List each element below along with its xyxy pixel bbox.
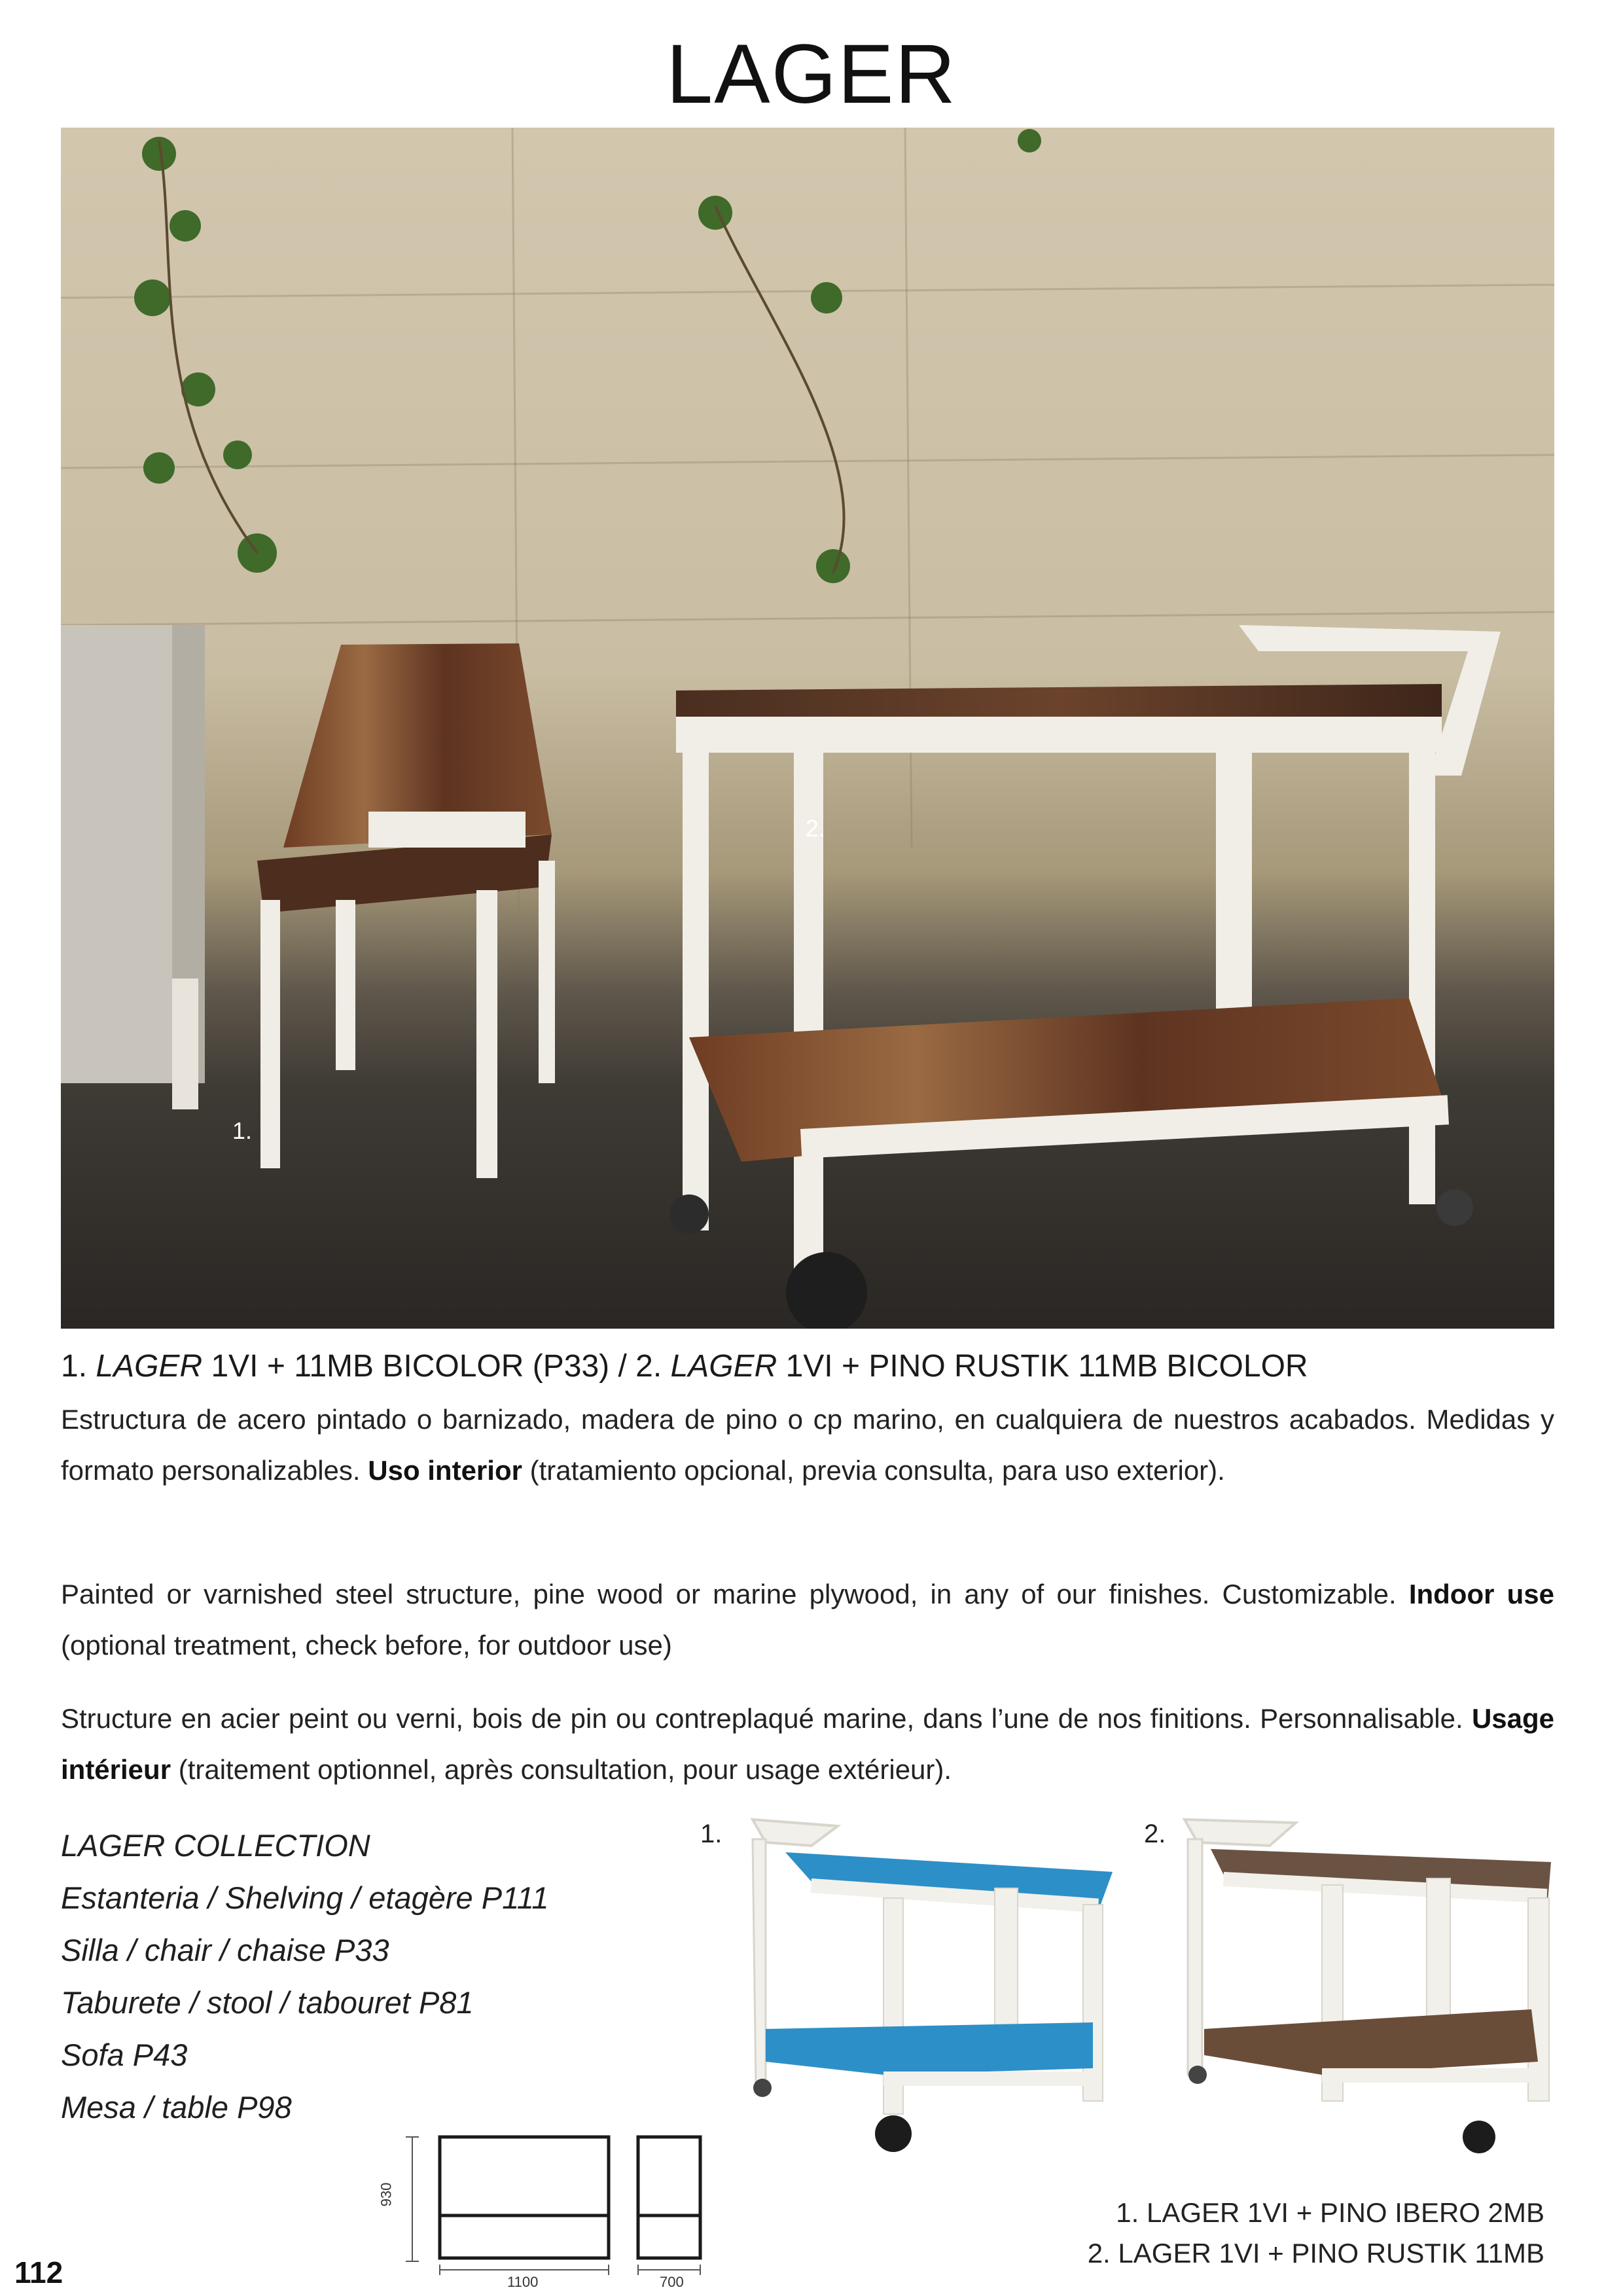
cart-wood-photo	[1171, 1813, 1554, 2153]
product-caption	[61, 1348, 1308, 1384]
dimension-depth: 700	[660, 2274, 684, 2290]
cart-blue-photo	[726, 1813, 1132, 2153]
caption-rest-2: 1VI + PINO RUSTIK 11MB BICOLOR	[777, 1349, 1308, 1384]
dimension-height: 930	[378, 2182, 395, 2207]
cart-photo-label: 2.	[806, 815, 826, 842]
collection-heading: LAGER COLLECTION	[61, 1828, 370, 1863]
model-item-2: 2. LAGER 1VI + PINO RUSTIK 11MB	[1087, 2238, 1544, 2269]
en-text: Painted or varnished steel structure, pine wood or marine plywood, in any of our finishes. Customizable.	[61, 1579, 1409, 1609]
caption-name-2: LAGER	[670, 1349, 777, 1384]
collection-item: Mesa / table P98	[61, 2090, 292, 2125]
chair-photo-label: 1.	[232, 1117, 253, 1144]
dimension-length: 1100	[507, 2274, 539, 2290]
cart-wood-illustration	[1171, 1813, 1554, 2153]
small-photo-label-2: 2.	[1144, 1820, 1166, 1848]
collection-item: Estanteria / Shelving / etagère P111	[61, 1880, 549, 1915]
collection-item: Taburete / stool / tabouret P81	[61, 1985, 474, 2020]
es-bold: Uso interior	[368, 1455, 522, 1486]
model-list	[1088, 2193, 1544, 2274]
fr-text: Structure en acier peint ou verni, bois de pin ou contreplaqué marine, dans l’une de nos finitions. Personnalisable.	[61, 1703, 1472, 1734]
caption-name-1: LAGER	[96, 1349, 203, 1384]
description-fr	[61, 1693, 1554, 1795]
hero-photo	[61, 128, 1554, 1329]
collection-list	[61, 1820, 549, 2134]
es-text: Estructura de acero pintado o barnizado, madera de pino o cp marino, en cualquiera de nuestros acabados. Medidas y formato personalizables.	[61, 1404, 1554, 1486]
collection-item: Sofa P43	[61, 2037, 188, 2072]
description-en	[61, 1569, 1554, 1671]
caption-number-1: 1.	[61, 1349, 96, 1384]
dimension-lines	[380, 2121, 733, 2291]
hero-photo-illustration	[61, 128, 1554, 1329]
description-es	[61, 1394, 1554, 1496]
small-photo-label-1: 1.	[700, 1820, 722, 1848]
dimension-drawing	[380, 2121, 733, 2291]
es-text-end: (tratamiento opcional, previa consulta, para uso exterior).	[522, 1455, 1225, 1486]
page-number: 112	[14, 2255, 63, 2289]
model-item-1: 1. LAGER 1VI + PINO IBERO 2MB	[1116, 2197, 1544, 2228]
caption-rest-1: 1VI + 11MB BICOLOR (P33) / 2.	[202, 1349, 671, 1384]
page-title: LAGER	[666, 27, 957, 121]
fr-text-end: (traitement optionnel, après consultation, pour usage extérieur).	[171, 1754, 952, 1785]
collection-item: Silla / chair / chaise P33	[61, 1933, 389, 1967]
cart-blue-illustration	[726, 1813, 1132, 2153]
en-text-end: (optional treatment, check before, for outdoor use)	[61, 1630, 672, 1660]
en-bold: Indoor use	[1408, 1579, 1554, 1609]
fr-bold: Usage intérieur	[61, 1703, 1554, 1785]
